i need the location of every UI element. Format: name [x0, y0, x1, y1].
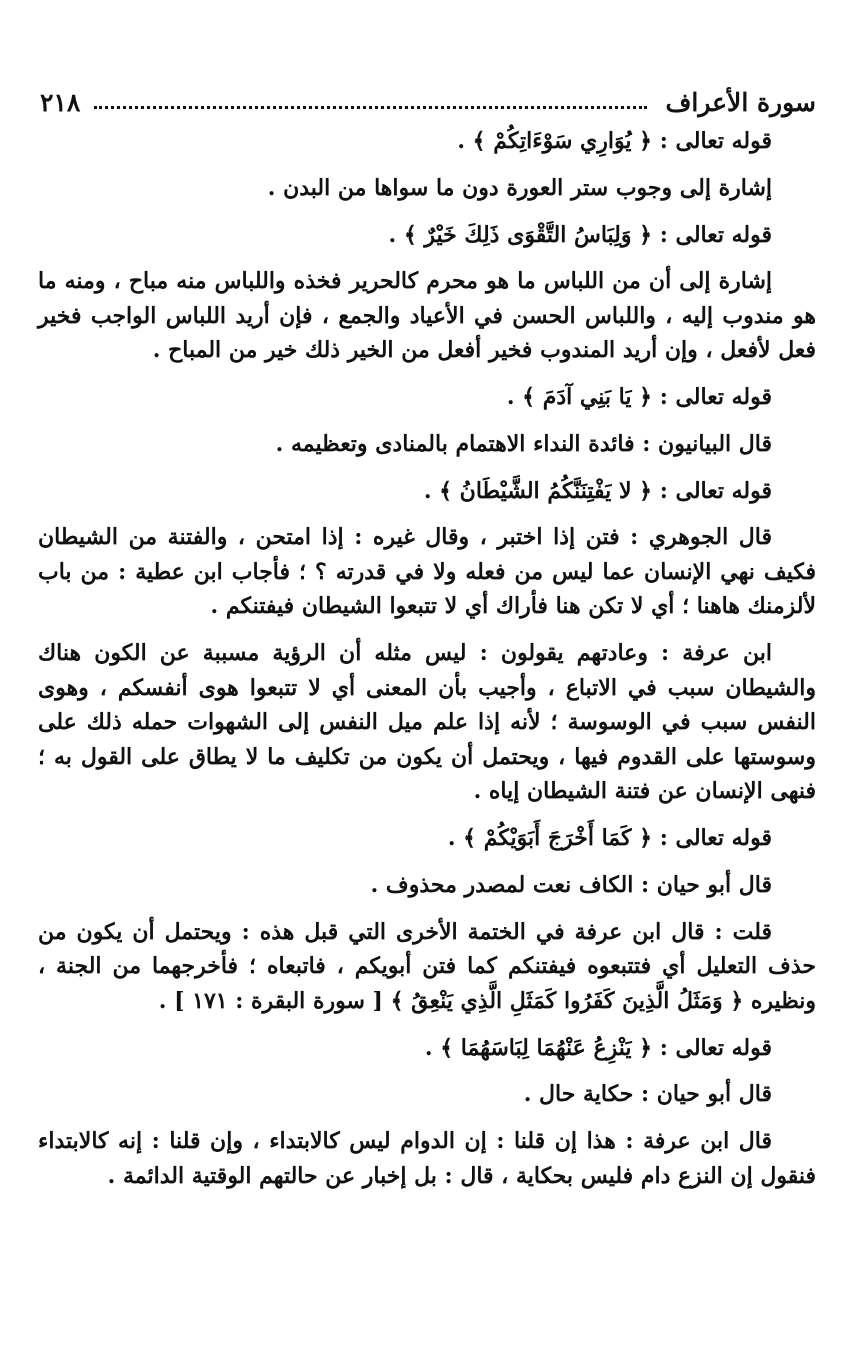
- page-header: [40, 84, 816, 120]
- verse-heading: قوله تعالى : ﴿ يَا بَنِي آدَمَ ﴾ .: [506, 384, 772, 410]
- commentary-paragraph: ابن عرفة : وعادتهم يقولون : ليس مثله أن الرؤية مسببة عن الكون هناك والشيطان سبب في الاتباع ، وأجيب بأن المعنى أي لا تتبعوا هوى أنفسكم ، وهوى النفس سبب في الوسوسة ؛ لأنه إذا علم ميل النفس إلى الشهوات حمله ذلك على وسوستها على القدوم فيها ، ويحتمل أن يكون من تكليف ما لا يطاق على القول به ؛ فنهى الإنسان عن فتنة الشيطان إياه .: [38, 640, 816, 804]
- commentary-paragraph: قال البيانيون : فائدة النداء الاهتمام بالمنادى وتعظيمه .: [275, 430, 772, 457]
- verse-heading: قوله تعالى : ﴿ يَنْزِعُ عَنْهُمَا لِبَاسَهُمَا ﴾ .: [424, 1034, 772, 1061]
- commentary-paragraph: قال الجوهري : فتن إذا اختبر ، وقال غيره : إذا امتحن ، والفتنة من الشيطان فكيف نهي الإنسان عما ليس من فعله ولا في قدرته ؟ ؛ فأجاب ابن عطية : من باب لألزمنك هاهنا ؛ أي لا تكن هنا فأراك أي لا تتبعوا الشيطان فيفتنكم .: [38, 524, 816, 619]
- verse-heading: قوله تعالى : ﴿ وَلِبَاسُ التَّقْوَى ذَلِكَ خَيْرٌ ﴾ .: [388, 221, 772, 248]
- commentary-paragraph: إشارة إلى أن من اللباس ما هو محرم كالحرير فخذه واللباس منه مباح ، ومنه ما هو مندوب إليه ، واللباس الحسن في الأعياد والجمع ، فإن أريد اللباس الواجب فخير فعل لأفعل ، وإن أريد المندوب فخير أفعل من الخير ذلك خير من المباح .: [38, 268, 816, 363]
- commentary-paragraph: قال ابن عرفة : هذا إن قلنا : إن الدوام ليس كالابتداء ، وإن قلنا : إنه كالابتداء فنقول إن النزع دام فليس بحكاية ، قال : بل إخبار عن حالتهم الوقتية الدائمة .: [38, 1128, 816, 1189]
- header-dotted-leader: [94, 106, 647, 109]
- commentary-paragraph: إشارة إلى وجوب ستر العورة دون ما سواها من البدن .: [267, 174, 772, 201]
- page-body: [38, 124, 816, 1206]
- commentary-paragraph: قال أبو حيان : الكاف نعت لمصدر محذوف .: [370, 871, 772, 898]
- verse-heading: قوله تعالى : ﴿ يُوَارِي سَوْءَاتِكُمْ ﴾ .: [457, 128, 772, 154]
- verse-heading: قوله تعالى : ﴿ كَمَا أَخْرَجَ أَبَوَيْكُمْ ﴾ .: [447, 825, 772, 851]
- verse-heading: قوله تعالى : ﴿ لا يَفْتِنَنَّكُمُ الشَّيْطَانُ ﴾ .: [423, 477, 772, 504]
- commentary-paragraph: قلت : قال ابن عرفة في الختمة الأخرى التي قبل هذه : ويحتمل أن يكون من حذف التعليل أي فتتبعوه فيفتنكم كما فتن أبويكم ، فاتبعاه ؛ فأخرجهما من الجنة ، ونظيره ﴿ وَمَثَلُ الَّذِينَ كَفَرُوا كَمَثَلِ الَّذِي يَنْعِقُ ﴾ [ سورة البقرة : ١٧١ ] .: [38, 918, 816, 1014]
- page-number: ٢١٨: [40, 87, 81, 117]
- commentary-paragraph: قال أبو حيان : حكاية حال .: [523, 1081, 772, 1107]
- surah-title: سورة الأعراف: [665, 87, 816, 117]
